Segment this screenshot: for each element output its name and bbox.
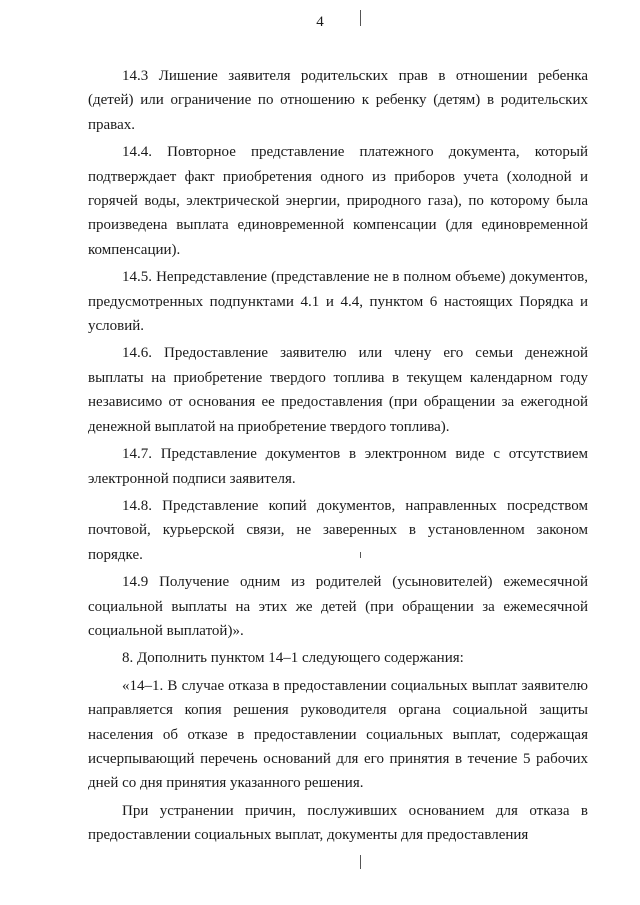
scan-mark-top <box>360 10 361 26</box>
paragraph-14-3: 14.3 Лишение заявителя родительских прав в отношении ребенка (детей) или ограничение по отношению к ребенку (детям) в родительских правах. <box>88 68 588 133</box>
paragraph-14-7: 14.7. Представление документов в электронном виде с отсутствием электронной подписи заявителя. <box>88 446 588 487</box>
paragraph-item-8: 8. Дополнить пунктом 14–1 следующего содержания: <box>122 650 464 667</box>
paragraph-14-6: 14.6. Предоставление заявителю или члену его семьи денежной выплаты на приобретение твердого топлива в текущем календарном году независимо от основания ее предоставления (при обращении за ежегодной денежной выплатой на приобретение твердого топлива). <box>88 345 588 435</box>
scan-mark-bottom <box>360 855 361 869</box>
paragraph-14-1: «14–1. В случае отказа в предоставлении социальных выплат заявителю направляется копия решения руководителя органа социальной защиты населения об отказе в предоставлении социальных выплат, содержащая исчерпывающий перечень оснований для его принятия в течение 5 рабочих дней со дня принятия указанного решения. <box>88 677 588 792</box>
document-body <box>88 64 588 848</box>
paragraph-14-8: 14.8. Представление копий документов, направленных посредством почтовой, курьерской связи, не заверенных в установленном законом порядке. <box>88 497 588 563</box>
paragraph-14-9: 14.9 Получение одним из родителей (усыновителей) ежемесячной социальной выплаты на этих же детей (при обращении за ежемесячной социальной выплатой)». <box>88 574 588 639</box>
page-number: 4 <box>316 14 324 30</box>
paragraph-elimination: При устранении причин, послуживших основанием для отказа в предоставлении социальных выплат, документы для предоставления <box>88 802 588 844</box>
paragraph-14-5: 14.5. Непредставление (представление не в полном объеме) документов, предусмотренных подпунктами 4.1 и 4.4, пунктом 6 настоящих Порядка и условий. <box>88 269 588 335</box>
paragraph-14-4: 14.4. Повторное представление платежного документа, который подтверждает факт приобретения одного из приборов учета (холодной и горячей воды, электрической энергии, природного газа), по которому была произведена выплата единовременной компенсации (для единовременной компенсации). <box>88 144 588 258</box>
